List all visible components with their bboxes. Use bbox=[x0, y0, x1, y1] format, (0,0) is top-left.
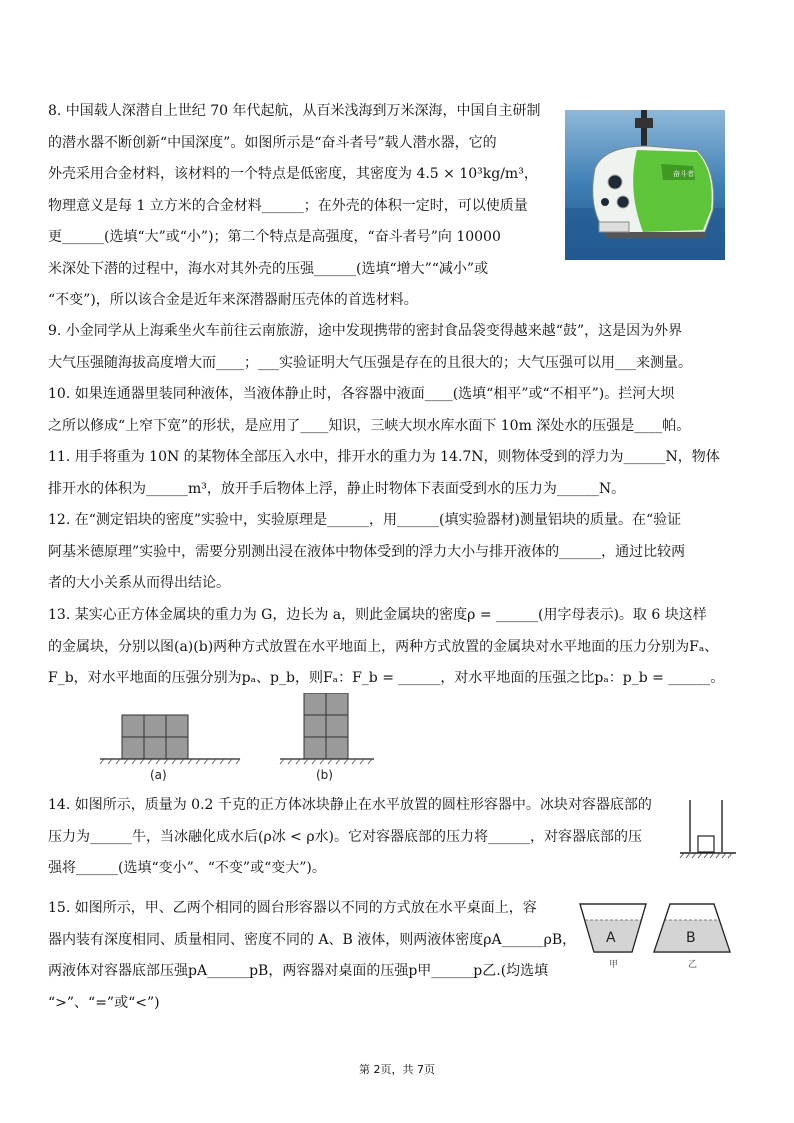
q13-line: 的金属块，分别以图(a)(b)两种方式放置在水平地面上，两种方式放置的金属块对水平地面的压力分别为Fₐ、 bbox=[48, 638, 719, 655]
q15-line: 15. 如图所示，甲、乙两个相同的圆台形容器以不同的方式放在水平桌面上，容 bbox=[48, 900, 537, 916]
q15-figure bbox=[576, 900, 736, 972]
q11-line: 11. 用手将重为 10N 的某物体全部压入水中，排开水的重力为 14.7N，则物体受到的浮力为______N，物体 bbox=[48, 449, 720, 465]
q8-line: 外壳采用合金材料，该材料的一个特点是低密度，其密度为 4.5 × 10³kg/m³， bbox=[48, 166, 538, 182]
question-12 bbox=[48, 505, 685, 600]
q8-line: 米深处下潜的过程中，海水对其外壳的压强______(选填“增大”“减小”或 bbox=[48, 260, 489, 277]
page-number: 第 2页，共 7页 bbox=[359, 1063, 435, 1076]
liquid-a-label: A bbox=[606, 930, 616, 946]
q14-figure bbox=[678, 798, 738, 860]
q8-line: 物理意义是每 1 立方米的合金材料______；在外壳的体积一定时，可以使质量 bbox=[48, 197, 528, 214]
q9-line: 大气压强随海拔高度增大而____；___实验证明大气压强是存在的且很大的；大气压强可以用___来测量。 bbox=[48, 354, 692, 371]
question-9 bbox=[48, 316, 692, 379]
q15-line: “>”、“=”或“<”) bbox=[48, 994, 160, 1011]
container-jia-label: 甲 bbox=[609, 960, 619, 970]
q10-line: 10. 如果连通器里装同种液体，当液体静止时，各容器中液面____(选填“相平”或“不相平”)。拦河大坝 bbox=[48, 386, 675, 402]
figure-b-label: (b) bbox=[316, 768, 333, 782]
q10-line: 之所以修成“上窄下宽”的形状，是应用了____知识，三峡大坝水库水面下 10m 深处水的压强是____帕。 bbox=[48, 417, 691, 434]
question-13 bbox=[48, 600, 724, 695]
q14-line: 14. 如图所示，质量为 0.2 千克的正方体冰块静止在水平放置的圆柱形容器中。冰块对容器底部的 bbox=[48, 797, 652, 813]
submersible-photo bbox=[565, 110, 725, 260]
q14-line: 压力为______牛，当冰融化成水后(ρ冰 < ρ水)。它对容器底部的压力将______，对容器底部的压 bbox=[48, 828, 643, 845]
q11-line: 排开水的体积为______m³，放开手后物体上浮，静止时物体下表面受到水的压力为______N。 bbox=[48, 480, 626, 497]
figure-b-blocks bbox=[304, 693, 348, 759]
liquid-b-label: B bbox=[686, 930, 696, 946]
svg-text:奋斗者: 奋斗者 bbox=[673, 170, 694, 178]
question-14 bbox=[48, 790, 652, 885]
q8-line: “不变”)，所以该合金是近年来深潜器耐压壳体的首选材料。 bbox=[48, 292, 418, 308]
q13-line: F_b，对水平地面的压强分别为pₐ、p_b，则Fₐ：F_b = ______，对水平地面的压强之比pₐ：p_b = ______。 bbox=[48, 670, 725, 686]
question-15 bbox=[48, 893, 576, 1019]
question-11 bbox=[48, 442, 720, 505]
q14-line: 强将______(选填“变小”、“不变”或“变大”)。 bbox=[48, 860, 326, 876]
q12-line: 者的大小关系从而得出结论。 bbox=[48, 575, 230, 591]
q12-line: 阿基米德原理”实验中，需要分别测出浸在液体中物体受到的浮力大小与排开液体的______，通过比较两 bbox=[48, 543, 686, 560]
q12-line: 12. 在“测定铝块的密度”实验中，实验原理是______，用______(填实验器材)测量铝块的质量。在“验证 bbox=[48, 512, 682, 528]
q13-line: 13. 某实心正方体金属块的重力为 G，边长为 a，则此金属块的密度ρ = ______(用字母表示)。取 6 块这样 bbox=[48, 607, 707, 623]
container-yi-label: 乙 bbox=[688, 960, 698, 970]
figure-a-blocks bbox=[122, 715, 188, 759]
question-10 bbox=[48, 379, 690, 442]
q9-line: 9. 小金同学从上海乘坐火车前往云南旅游，途中发现携带的密封食品袋变得越来越“鼓”，这是因为外界 bbox=[48, 323, 683, 339]
q15-line: 两液体对容器底部压强pA______pB，两容器对桌面的压强p甲______p乙.(均选填 bbox=[48, 963, 549, 979]
q15-line: 器内装有深度相同、质量相同、密度不同的 A、B 液体，则两液体密度ρA______ρB， bbox=[48, 931, 577, 948]
q13-figure bbox=[98, 693, 378, 785]
figure-a-label: (a) bbox=[150, 768, 167, 782]
q8-line: 的潜水器不断创新“中国深度”。如图所示是“奋斗者号”载人潜水器，它的 bbox=[48, 134, 497, 151]
q8-line: 8. 中国载人深潜自上世纪 70 年代起航，从百米浅海到万米深海，中国自主研制 bbox=[48, 103, 541, 119]
q8-line: 更______(选填“大”或“小”)；第二个特点是高强度，“奋斗者号”向 10000 bbox=[48, 229, 501, 245]
question-8 bbox=[48, 96, 541, 317]
